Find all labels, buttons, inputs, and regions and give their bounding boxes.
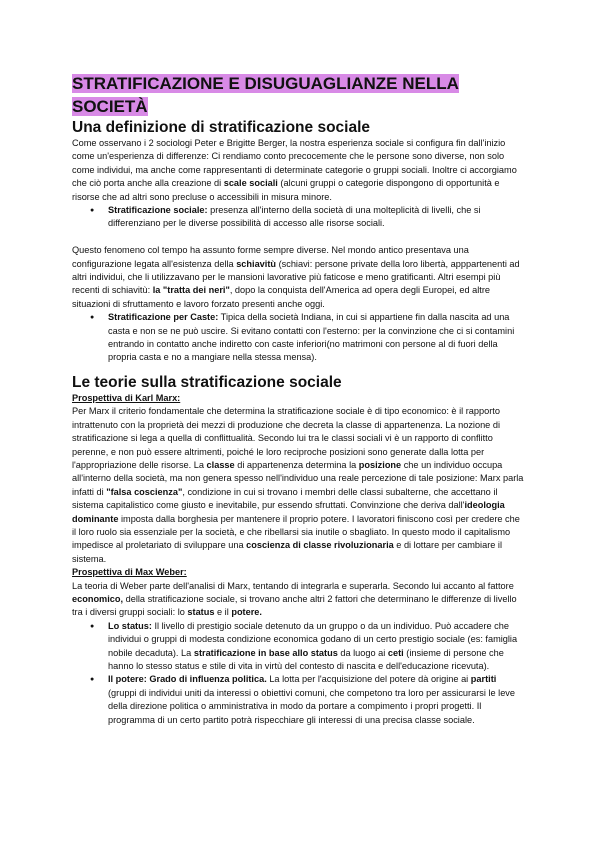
document-title <box>72 72 524 118</box>
paragraph-intro: Come osservano i 2 sociologi Peter e Brigitte Berger, la nostra esperienza sociale si configura fin dall'inizio come un'esperienza di differenze: Ci rendiamo conto precocemente che le persone sono diverse, non solo come individui, ma anche come rappresentanti di determinate categorie o gruppi sociali. Inoltre ci accorgiamo che ciò porta anche alla creazione di scale sociali (alcuni gruppi o categorie dispongono di opportunità e risorse che ad altri sono precluse o accessibili in misura minore. <box>72 138 517 202</box>
title-line-2: SOCIETÀ <box>72 97 148 116</box>
subheading-marx: Prospettiva di Karl Marx: <box>72 392 181 403</box>
section-heading-teorie: Le teorie sulla stratificazione sociale <box>72 373 342 391</box>
spacer <box>72 231 524 244</box>
bullet-list-2 <box>72 311 524 365</box>
document-page <box>72 72 524 727</box>
paragraph-marx: Per Marx il criterio fondamentale che determina la stratificazione sociale è di tipo economico: è il rapporto intrattenuto con la proprietà dei mezzi di produzione che decreta la classe di appartenenza. La nozione di stratificazione si lega a quella di conflittualità. Secondo lui tra le classi sociali vi è un rapporto di conflitto perenne, e non può essere altrimenti, poiché le loro reciproche posizioni sono generate dalla lotta per l'appropriazione delle risorse. La classe di appartenenza determina la posizione che un individuo occupa all'interno della società, ma non genera spesso nell'individuo una reale percezione di tale posizione: Marx parla infatti di "falsa coscienza", condizione in cui si trovano i membri delle classi subalterne, che accettano il sistema capitalistico come giusto e inevitabile, pur essendo sfruttati. Convinzione che deriva dall'ideologia dominante imposta dalla borghesia per mantenere il proprio potere. I lavoratori finiscono così per credere che il loro ruolo sia essenziale per la società, e che ribellarsi sia inutile o sbagliato. In questo modo il capitalismo impedisce al proletariato di sviluppare una coscienza di classe rivoluzionaria e di lottare per cambiare il sistema. <box>72 406 524 564</box>
paragraph-weber: La teoria di Weber parte dell'analisi di Marx, tentando di integrarla e superarla. Secondo lui accanto al fattore economico, della stratificazione sociale, si trovano anche altri 2 fattori che determinano le differenze di livello tra i diversi gruppi sociali: lo status e il potere. <box>72 580 517 618</box>
title-line-1: STRATIFICAZIONE E DISUGUAGLIANZE NELLA <box>72 74 459 93</box>
bullet-potere: ● Il potere: Grado di influenza politica. La lotta per l'acquisizione del potere dà origine ai partiti (gruppi di individui uniti da interessi o obiettivi comuni, che competono tra loro per assicurarsi le leve della direzione politica o amministrativa in modo da portare a compimento i propri progetti. Il programma di un certo partito potrà rispecchiare gli interessi di una precisa classe sociale. <box>108 673 524 727</box>
bullet-status: ● Lo status: Il livello di prestigio sociale detenuto da un gruppo o da un individuo. Può accadere che individui o gruppi di modesta condizione economica godano di un certo prestigio sociale (es: famiglia nobile decaduta). La stratificazione in base allo status da luogo ai ceti (insieme di persone che hanno lo stesso status e stile di vita in virtù del contesto di nascita e dell'educazione ricevuta). <box>108 620 524 674</box>
bullet-list-1 <box>72 204 524 231</box>
bullet-caste: ● Stratificazione per Caste: Tipica della società Indiana, in cui si appartiene fin dalla nascita ad una casta e non se ne può uscire. Si evitano contatti con l'esterno: per la convinzione che ci si contamini entrando in contatto anche indiretto con caste inferiori(no matrimoni con persone al di fuori della propria casta e no a mangiare nella stessa mensa). <box>108 311 524 365</box>
bullet-stratificazione-sociale: ● Stratificazione sociale: presenza all'interno della società di una molteplicità di livelli, che si differenziano per le diverse possibilità di accesso alle risorse sociali. <box>108 204 524 231</box>
bullet-list-3 <box>72 620 524 727</box>
section-heading-definition: Una definizione di stratificazione sociale <box>72 119 371 136</box>
paragraph-schiavitu: Questo fenomeno col tempo ha assunto forme sempre diverse. Nel mondo antico presentava una configurazione legata all'esistenza della schiavitù (schiavi: persone private della loro libertà, apppartenenti ad altri individui, che li utilizzavano per le mansioni lavorative più faticose e meno gratificanti. Altri esempi più recenti di schiavitù: la "tratta dei neri", dopo la conquista dell'America ad opera degli Europei, ed altre situazioni di sfruttamento e lavoro forzato presenti anche oggi. <box>72 245 520 309</box>
subheading-weber: Prospettiva di Max Weber: <box>72 567 187 578</box>
